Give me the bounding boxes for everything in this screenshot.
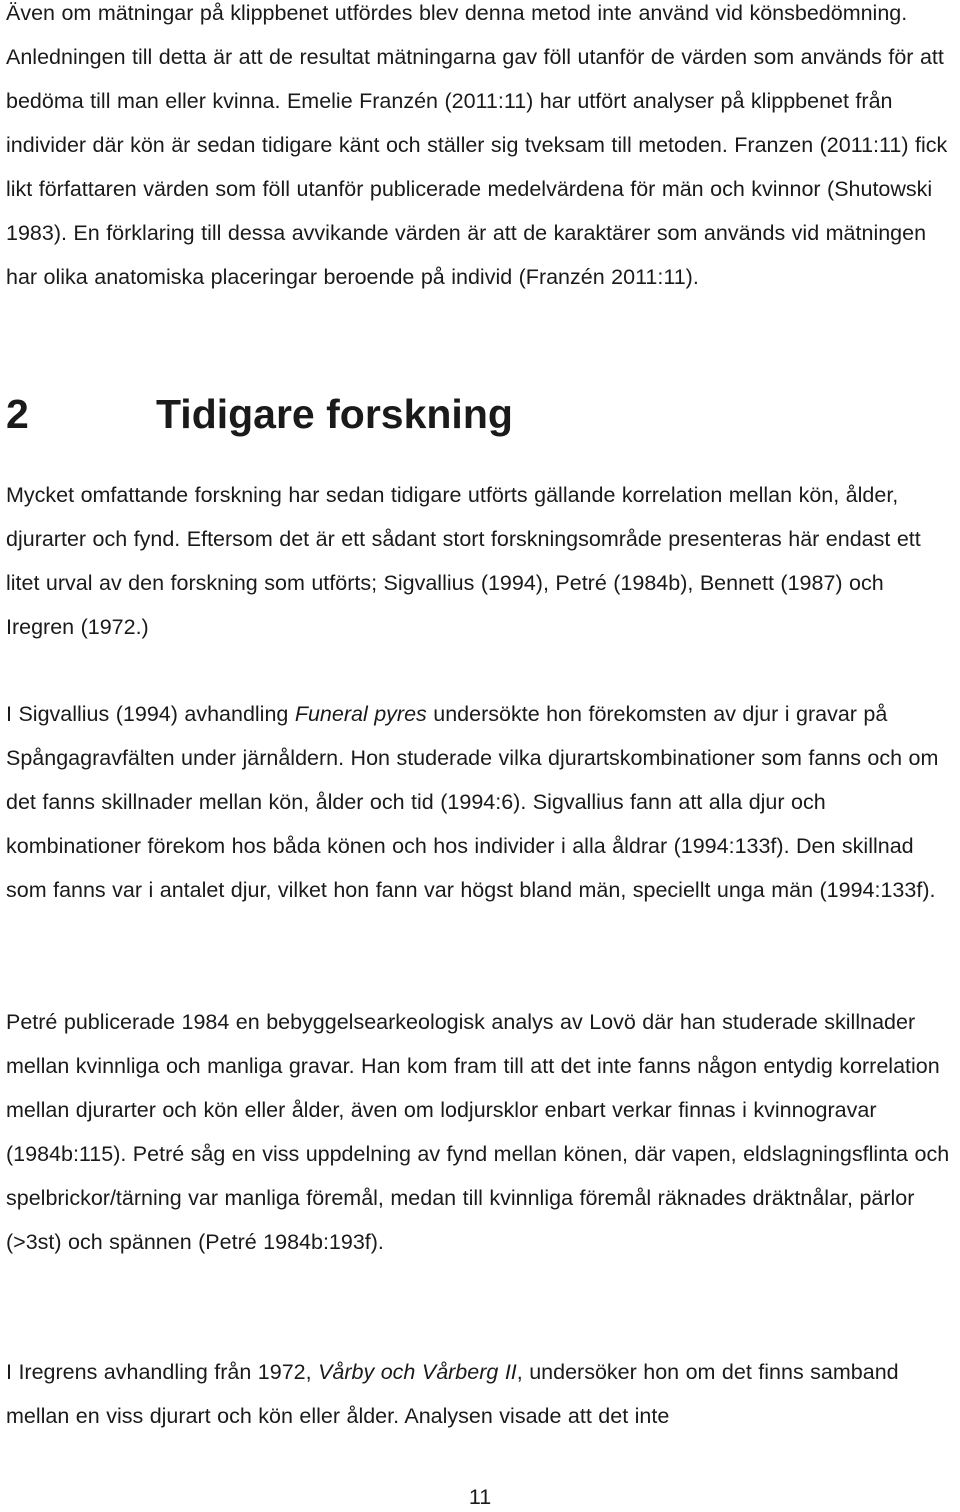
- italic-title: Funeral pyres: [294, 702, 427, 726]
- italic-title: Vårby och Vårberg II: [318, 1360, 517, 1384]
- body-paragraph: Även om mätningar på klippbenet utfördes blev denna metod inte använd vid könsbedömning. Anledningen till detta är att de resultat mätningarna gav föll utanför de värden som används för att bedöma till man eller kvinna. Emelie Franzén (2011:11) har utfört analyser på klippbenet från individer där kön är sedan tidigare känt och ställer sig tveksam till metoden. Franzen (2011:11) fick likt författaren värden som föll utanför publicerade medelvärdena för män och kvinnor (Shutowski 1983). En förklaring till dessa avvikande värden är att de karaktärer som används vid mätningen har olika anatomiska placeringar beroende på individ (Franzén 2011:11).: [6, 1, 948, 289]
- paragraph-text: , undersöker hon om det finns samband mellan en viss djurart och kön eller ålder. Analysen visade att det inte: [6, 1360, 899, 1428]
- body-paragraph: [6, 692, 956, 912]
- body-paragraph: Mycket omfattande forskning har sedan tidigare utförts gällande korrelation mellan kön, ålder, djurarter och fynd. Eftersom det är ett sådant stort forskningsområde presenteras här endast ett litet urval av den forskning som utförts; Sigvallius (1994), Petré (1984b), Bennett (1987) och Iregren (1972.): [6, 483, 921, 639]
- paragraph-text: undersökte hon förekomsten av djur i gravar på Spångagravfälten under järnåldern. Hon studerade vilka djurartskombinationer som fanns och om det fanns skillnader mellan kön, ålder och tid (1994:6). Sigvallius fann att alla djur och kombinationer förekom hos båda könen och hos individer i alla åldrar (1994:133f). Den skillnad som fanns var i antalet djur, vilket hon fann var högst bland män, speciellt unga män (1994:133f).: [6, 702, 939, 902]
- page-number: 11: [468, 1485, 492, 1509]
- paragraph-text: I Sigvallius (1994) avhandling: [6, 702, 295, 726]
- body-paragraph: [6, 1350, 956, 1438]
- paragraph-text: I Iregrens avhandling från 1972,: [6, 1360, 319, 1384]
- section-title: Tidigare forskning: [156, 391, 513, 437]
- section-heading: [6, 384, 513, 444]
- section-number: 2: [6, 391, 29, 437]
- body-paragraph: Petré publicerade 1984 en bebyggelsearkeologisk analys av Lovö där han studerade skillnader mellan kvinnliga och manliga gravar. Han kom fram till att det inte fanns någon entydig korrelation mellan djurarter och kön eller ålder, även om lodjursklor enbart verkar finnas i kvinnogravar (1984b:115). Petré såg en viss uppdelning av fynd mellan könen, där vapen, eldslagningsflinta och spelbrickor/tärning var manliga föremål, medan till kvinnliga föremål räknades dräktnålar, pärlor (>3st) och spännen (Petré 1984b:193f).: [6, 1010, 950, 1254]
